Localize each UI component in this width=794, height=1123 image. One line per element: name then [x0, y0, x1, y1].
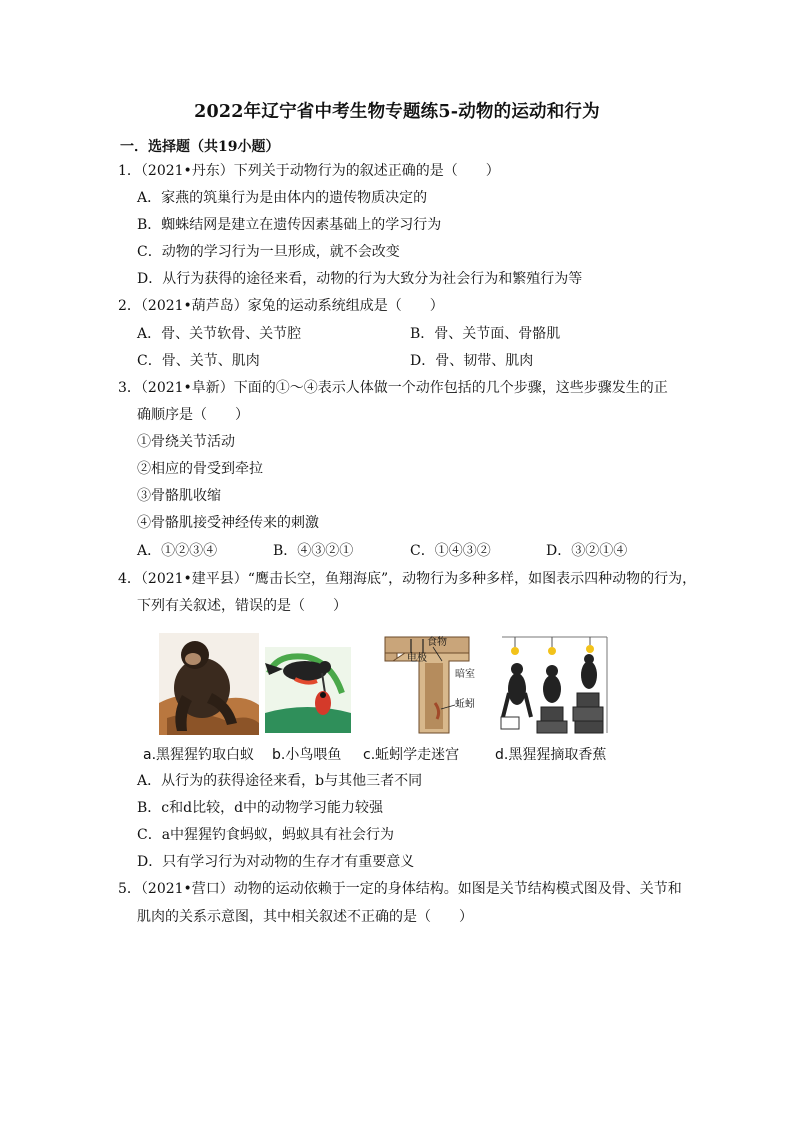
- q4-stem-line1: 4．（2021•建平县）“鹰击长空，鱼翔海底”，动物行为多种多样，如图表示四种动物的行为，: [118, 571, 697, 587]
- fig-label-earthworm: 蚯蚓: [455, 699, 475, 710]
- document-title: 2022年辽宁省中考生物专题练5-动物的运动和行为: [194, 102, 600, 122]
- q2-option-c: C．骨、关节、肌肉: [137, 353, 260, 369]
- q4-caption-a: a.黑猩猩钓取白蚁: [143, 747, 255, 763]
- q4-figure: [157, 633, 617, 741]
- q4-caption-b: b.小鸟喂鱼: [272, 747, 342, 763]
- q1-option-c: C．动物的学习行为一旦形成，就不会改变: [137, 244, 400, 260]
- bird-feeding-fish-image: [265, 647, 351, 733]
- q4-option-a: A．从行为的获得途径来看，b与其他三者不同: [137, 773, 423, 789]
- q3-stem-line1: 3．（2021•阜新）下面的①～④表示人体做一个动作包括的几个步骤，这些步骤发生的正: [118, 380, 668, 396]
- q3-option-d: D．③②①④: [546, 543, 628, 559]
- chimpanzee-stacking-boxes-image: [501, 637, 607, 733]
- earthworm-t-maze-diagram: [385, 635, 475, 733]
- q3-step-4: ④骨骼肌接受神经传来的刺激: [137, 515, 319, 531]
- q3-option-a: A．①②③④: [137, 543, 218, 559]
- q1-stem: 1．（2021•丹东）下列关于动物行为的叙述正确的是（ ）: [118, 163, 500, 179]
- q3-stem-line2: 确顺序是（ ）: [137, 407, 249, 423]
- q3-step-2: ②相应的骨受到牵拉: [137, 461, 263, 477]
- q5-stem-line2: 肌肉的关系示意图，其中相关叙述不正确的是（ ）: [137, 909, 473, 925]
- q2-option-d: D．骨、韧带、肌肉: [410, 353, 534, 369]
- fig-label-food: 食物: [427, 637, 447, 648]
- section-heading: 一．选择题（共19小题）: [120, 139, 280, 155]
- q4-option-b: B．c和d比较，d中的动物学习能力较强: [137, 800, 384, 816]
- chimpanzee-fishing-termites-image: [159, 633, 259, 735]
- q3-option-b: B．④③②①: [273, 543, 354, 559]
- q5-stem-line1: 5．（2021•营口）动物的运动依赖于一定的身体结构。如图是关节结构模式图及骨、关节和: [118, 881, 682, 897]
- q2-option-a: A．骨、关节软骨、关节腔: [137, 326, 302, 342]
- q4-caption-c: c.蚯蚓学走迷宫: [363, 747, 460, 763]
- q1-option-a: A．家燕的筑巢行为是由体内的遗传物质决定的: [137, 190, 428, 206]
- q2-stem: 2．（2021•葫芦岛）家兔的运动系统组成是（ ）: [118, 298, 444, 314]
- q4-option-d: D．只有学习行为对动物的生存才有重要意义: [137, 854, 415, 870]
- q1-option-b: B．蜘蛛结网是建立在遗传因素基础上的学习行为: [137, 217, 442, 233]
- q4-caption-d: d.黑猩猩摘取香蕉: [495, 747, 607, 763]
- fig-label-dark-room: 暗室: [455, 669, 475, 680]
- q3-option-c: C．①④③②: [410, 543, 491, 559]
- q4-stem-line2: 下列有关叙述，错误的是（ ）: [137, 598, 347, 614]
- q2-option-b: B．骨、关节面、骨骼肌: [410, 326, 561, 342]
- q3-step-1: ①骨绕关节活动: [137, 434, 235, 450]
- fig-label-electrode: 电极: [407, 653, 427, 664]
- q1-option-d: D．从行为获得的途径来看，动物的行为大致分为社会行为和繁殖行为等: [137, 271, 583, 287]
- q4-option-c: C．a中猩猩钓食蚂蚁，蚂蚁具有社会行为: [137, 827, 395, 843]
- q3-step-3: ③骨骼肌收缩: [137, 488, 221, 504]
